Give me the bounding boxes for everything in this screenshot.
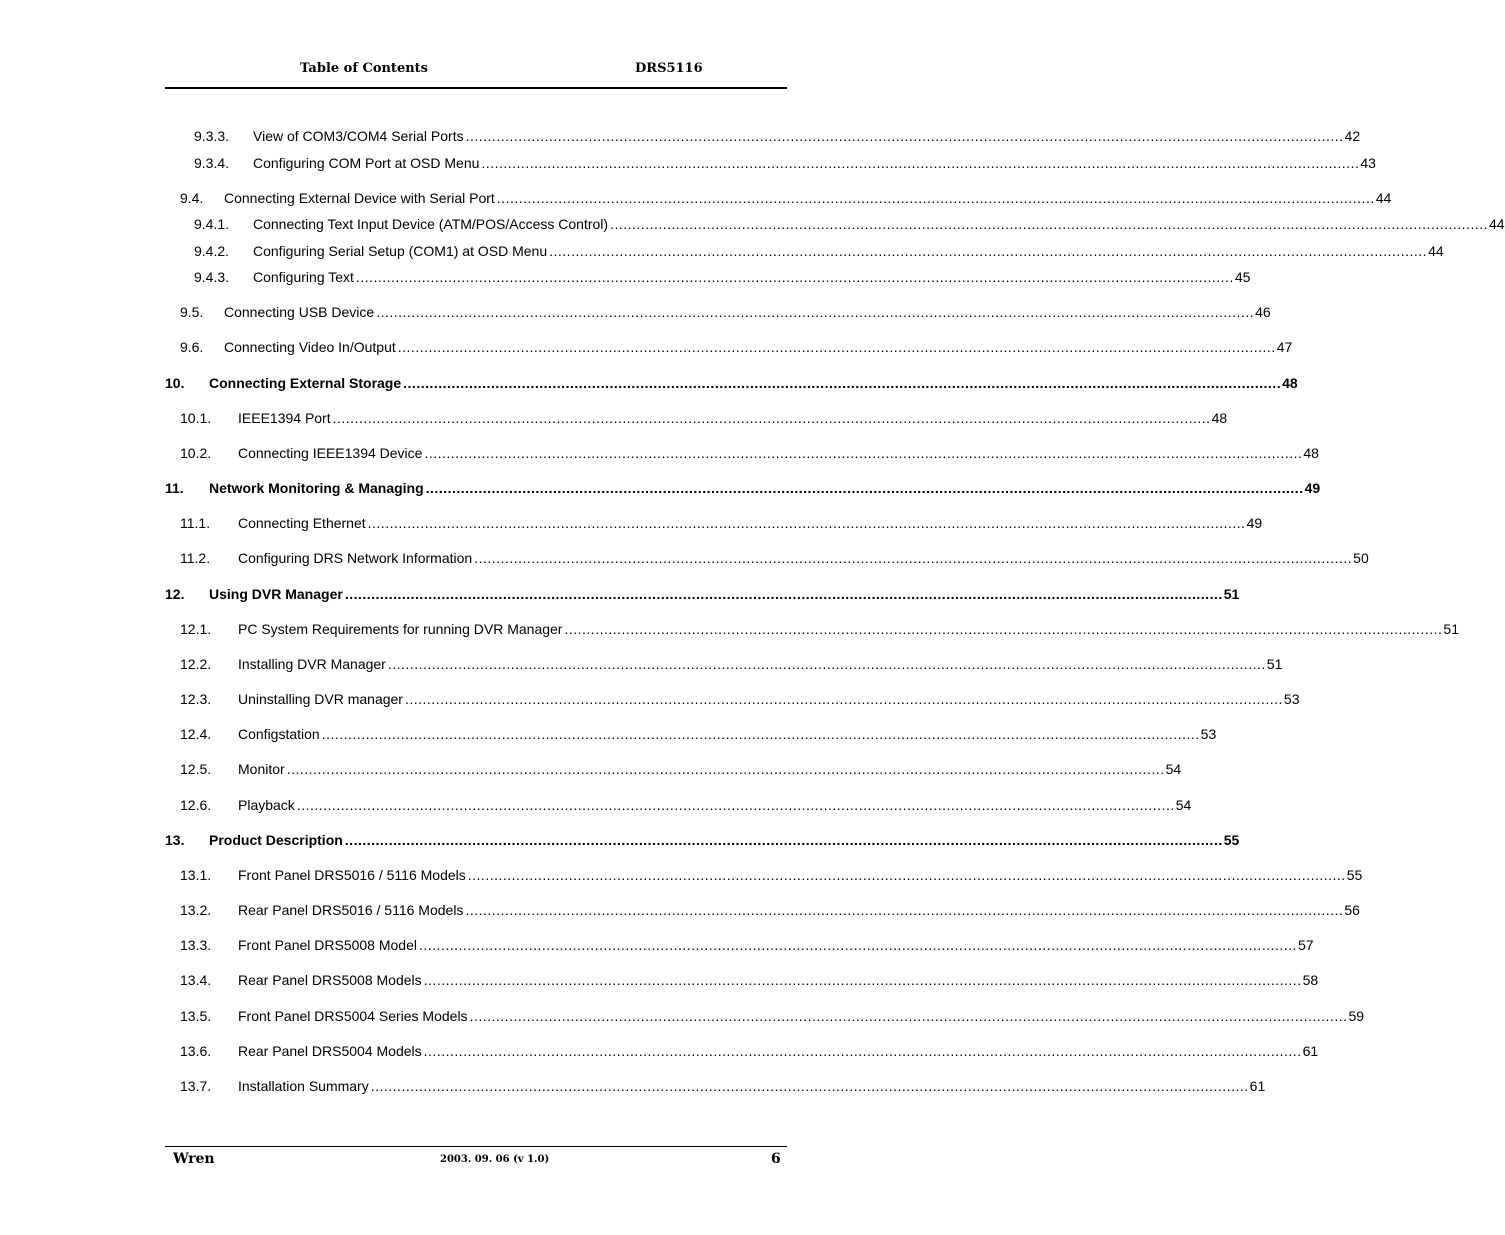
toc-leader-dots: ........................................................................................................................................................................................................ bbox=[344, 586, 1223, 602]
header-divider bbox=[165, 87, 787, 89]
toc-entry-page: 53 bbox=[1200, 726, 1217, 742]
toc-entry-title: Using DVR Manager bbox=[209, 586, 343, 602]
toc-entry-title: Connecting Video In/Output bbox=[224, 339, 396, 355]
toc-entry-line bbox=[209, 375, 1298, 391]
toc-entry-title: Configuring DRS Network Information bbox=[238, 550, 473, 566]
toc-entry-page: 54 bbox=[1165, 761, 1182, 777]
toc-entry-title: Connecting USB Device bbox=[224, 304, 375, 320]
toc-entry-number: 10.2. bbox=[180, 445, 212, 461]
toc-entry[interactable] bbox=[0, 339, 1293, 359]
toc-entry-line bbox=[238, 797, 1192, 813]
toc-entry-number: 9.6. bbox=[180, 339, 204, 355]
toc-entry[interactable] bbox=[0, 656, 1283, 676]
toc-entry-page: 61 bbox=[1249, 1078, 1266, 1094]
toc-entry-number: 11.2. bbox=[180, 550, 211, 566]
toc-entry-page: 44 bbox=[1489, 216, 1505, 232]
toc-entry-line bbox=[238, 515, 1263, 531]
toc-entry-title: Rear Panel DRS5016 / 5116 Models bbox=[238, 902, 464, 918]
toc-entry-line bbox=[238, 410, 1228, 426]
toc-entry-line bbox=[238, 1008, 1365, 1024]
toc-entry-title: Playback bbox=[238, 797, 295, 813]
toc-leader-dots: ........................................................................................................................................................................................................ bbox=[403, 375, 1282, 391]
toc-entry[interactable] bbox=[0, 480, 1321, 500]
toc-entry-page: 43 bbox=[1360, 155, 1376, 171]
toc-entry-number: 12.2. bbox=[180, 656, 212, 672]
toc-leader-dots: ........................................................................................................................................................................................................ bbox=[387, 656, 1266, 672]
toc-entry[interactable] bbox=[0, 972, 1319, 992]
toc-leader-dots: ........................................................................................................................................................................................................ bbox=[610, 216, 1489, 232]
toc-entry[interactable] bbox=[0, 726, 1217, 746]
toc-entry-line bbox=[224, 339, 1293, 355]
toc-leader-dots: ........................................................................................................................................................................................................ bbox=[344, 832, 1223, 848]
toc-entry-number: 10.1. bbox=[180, 410, 212, 426]
toc-leader-dots: ........................................................................................................................................................................................................ bbox=[423, 1043, 1302, 1059]
toc-entry-page: 45 bbox=[1234, 269, 1251, 285]
toc-leader-dots: ........................................................................................................................................................................................................ bbox=[355, 269, 1234, 285]
toc-entry-title: View of COM3/COM4 Serial Ports bbox=[253, 128, 464, 144]
toc-entry[interactable] bbox=[0, 128, 1361, 148]
toc-entry-title: Configstation bbox=[238, 726, 320, 742]
toc-entry[interactable] bbox=[0, 867, 1363, 887]
toc-entry-line bbox=[253, 216, 1505, 232]
toc-entry-page: 49 bbox=[1304, 480, 1321, 496]
toc-leader-dots: ........................................................................................................................................................................................................ bbox=[481, 155, 1360, 171]
toc-leader-dots: ........................................................................................................................................................................................................ bbox=[465, 128, 1344, 144]
toc-leader-dots: ........................................................................................................................................................................................................ bbox=[404, 691, 1283, 707]
toc-entry[interactable] bbox=[0, 269, 1251, 289]
header-title: Table of Contents bbox=[300, 61, 428, 76]
toc-entry[interactable] bbox=[0, 155, 1376, 175]
toc-entry-number: 13.7. bbox=[180, 1078, 212, 1094]
toc-entry-page: 49 bbox=[1246, 515, 1263, 531]
toc-entry-page: 48 bbox=[1282, 375, 1298, 391]
toc-leader-dots: ........................................................................................................................................................................................................ bbox=[424, 445, 1303, 461]
toc-entry[interactable] bbox=[0, 691, 1300, 711]
footer-date-version: 2003. 09. 06 (v 1.0) bbox=[440, 1154, 550, 1165]
toc-entry[interactable] bbox=[0, 586, 1240, 606]
toc-entry-page: 48 bbox=[1303, 445, 1319, 461]
toc-entry-line bbox=[238, 726, 1217, 742]
toc-entry-number: 11.1. bbox=[180, 515, 211, 531]
toc-entry-line bbox=[238, 937, 1314, 953]
toc-entry-number: 13. bbox=[165, 832, 185, 848]
toc-entry-line bbox=[238, 902, 1360, 918]
toc-entry-number: 13.2. bbox=[180, 902, 212, 918]
toc-entry[interactable] bbox=[0, 797, 1192, 817]
toc-entry[interactable] bbox=[0, 761, 1182, 781]
toc-leader-dots: ........................................................................................................................................................................................................ bbox=[496, 190, 1375, 206]
toc-entry-number: 9.4.3. bbox=[194, 269, 230, 285]
toc-entry-number: 13.1. bbox=[180, 867, 212, 883]
toc-entry-line bbox=[238, 656, 1283, 672]
toc-leader-dots: ........................................................................................................................................................................................................ bbox=[296, 797, 1175, 813]
toc-entry-line bbox=[238, 867, 1363, 883]
toc-entry-page: 46 bbox=[1255, 304, 1271, 320]
toc-entry[interactable] bbox=[0, 832, 1240, 852]
toc-leader-dots: ........................................................................................................................................................................................................ bbox=[321, 726, 1200, 742]
toc-entry-number: 12. bbox=[165, 586, 185, 602]
toc-entry-line bbox=[238, 550, 1369, 566]
toc-entry-title: Connecting External Device with Serial Port bbox=[224, 190, 495, 206]
toc-entry-title: Front Panel DRS5008 Model bbox=[238, 937, 417, 953]
toc-leader-dots: ........................................................................................................................................................................................................ bbox=[367, 515, 1246, 531]
toc-entry-number: 9.4. bbox=[180, 190, 204, 206]
toc-entry-title: Uninstalling DVR manager bbox=[238, 691, 403, 707]
toc-entry-page: 44 bbox=[1428, 243, 1444, 259]
toc-entry[interactable] bbox=[0, 515, 1263, 535]
toc-entry-number: 12.3. bbox=[180, 691, 212, 707]
toc-entry-page: 42 bbox=[1344, 128, 1361, 144]
toc-entry-page: 61 bbox=[1302, 1043, 1319, 1059]
toc-entry-page: 55 bbox=[1223, 832, 1240, 848]
toc-entry-line bbox=[238, 1078, 1266, 1094]
toc-entry-page: 56 bbox=[1344, 902, 1360, 918]
toc-entry-number: 11. bbox=[165, 480, 184, 496]
toc-entry-title: Connecting IEEE1394 Device bbox=[238, 445, 423, 461]
toc-entry-page: 59 bbox=[1348, 1008, 1365, 1024]
toc-entry[interactable] bbox=[0, 410, 1228, 430]
toc-entry-number: 9.3.4. bbox=[194, 155, 230, 171]
toc-leader-dots: ........................................................................................................................................................................................................ bbox=[549, 243, 1428, 259]
toc-entry-line bbox=[253, 269, 1251, 285]
toc-entry-number: 12.6. bbox=[180, 797, 212, 813]
toc-entry-number: 10. bbox=[165, 375, 185, 391]
toc-entry-line bbox=[209, 832, 1240, 848]
toc-entry-line bbox=[238, 972, 1319, 988]
toc-entry-line bbox=[238, 761, 1182, 777]
toc-leader-dots: ........................................................................................................................................................................................................ bbox=[397, 339, 1276, 355]
toc-entry-page: 51 bbox=[1266, 656, 1283, 672]
toc-entry[interactable] bbox=[0, 1008, 1365, 1028]
toc-entry-title: Monitor bbox=[238, 761, 285, 777]
toc-entry-page: 54 bbox=[1175, 797, 1192, 813]
toc-leader-dots: ........................................................................................................................................................................................................ bbox=[469, 1008, 1348, 1024]
toc-entry[interactable] bbox=[0, 621, 1459, 641]
toc-entry-title: Rear Panel DRS5004 Models bbox=[238, 1043, 422, 1059]
toc-entry-page: 44 bbox=[1375, 190, 1392, 206]
toc-entry[interactable] bbox=[0, 216, 1505, 236]
toc-entry-line bbox=[224, 304, 1271, 320]
toc-entry-page: 58 bbox=[1302, 972, 1319, 988]
toc-entry-number: 13.5. bbox=[180, 1008, 212, 1024]
toc-leader-dots: ........................................................................................................................................................................................................ bbox=[465, 902, 1344, 918]
toc-leader-dots: ........................................................................................................................................................................................................ bbox=[376, 304, 1255, 320]
toc-entry-title: Connecting External Storage bbox=[209, 375, 402, 391]
toc-leader-dots: ........................................................................................................................................................................................................ bbox=[425, 480, 1304, 496]
toc-entry[interactable] bbox=[0, 550, 1369, 570]
toc-entry-title: Connecting Ethernet bbox=[238, 515, 366, 531]
toc-entry[interactable] bbox=[0, 937, 1314, 957]
toc-leader-dots: ........................................................................................................................................................................................................ bbox=[564, 621, 1443, 637]
toc-entry-number: 13.3. bbox=[180, 937, 212, 953]
toc-entry-number: 9.3.3. bbox=[194, 128, 230, 144]
toc-entry-title: Front Panel DRS5016 / 5116 Models bbox=[238, 867, 466, 883]
toc-entry[interactable] bbox=[0, 243, 1444, 263]
toc-entry-line bbox=[238, 621, 1459, 637]
toc-entry-page: 51 bbox=[1223, 586, 1240, 602]
toc-entry-line bbox=[253, 128, 1361, 144]
toc-entry-number: 12.4. bbox=[180, 726, 212, 742]
toc-entry-title: Installation Summary bbox=[238, 1078, 369, 1094]
toc-entry-line bbox=[224, 190, 1392, 206]
toc-entry-page: 51 bbox=[1443, 621, 1459, 637]
toc-entry-line bbox=[238, 445, 1319, 461]
toc-entry[interactable] bbox=[0, 1043, 1319, 1063]
toc-entry-title: PC System Requirements for running DVR Manager bbox=[238, 621, 563, 637]
page-header bbox=[0, 0, 954, 90]
toc-entry-title: Configuring Serial Setup (COM1) at OSD Menu bbox=[253, 243, 548, 259]
toc-leader-dots: ........................................................................................................................................................................................................ bbox=[419, 937, 1297, 953]
toc-entry-number: 9.4.1. bbox=[194, 216, 230, 232]
toc-entry-page: 48 bbox=[1211, 410, 1228, 426]
toc-entry-title: Configuring COM Port at OSD Menu bbox=[253, 155, 480, 171]
toc-entry-number: 9.5. bbox=[180, 304, 204, 320]
toc-entry-line bbox=[209, 480, 1321, 496]
footer-divider bbox=[165, 1146, 787, 1147]
toc-entry-number: 9.4.2. bbox=[194, 243, 230, 259]
toc-entry-title: Front Panel DRS5004 Series Models bbox=[238, 1008, 468, 1024]
toc-entry-page: 55 bbox=[1346, 867, 1363, 883]
toc-entry-title: Installing DVR Manager bbox=[238, 656, 386, 672]
toc-entry[interactable] bbox=[0, 304, 1271, 324]
footer-company: Wren bbox=[173, 1151, 215, 1167]
toc-entry[interactable] bbox=[0, 190, 1392, 210]
toc-entry[interactable] bbox=[0, 375, 1298, 395]
toc-entry-title: Network Monitoring & Managing bbox=[209, 480, 424, 496]
header-model: DRS5116 bbox=[635, 61, 703, 76]
toc-entry-number: 12.1. bbox=[180, 621, 212, 637]
toc-entry[interactable] bbox=[0, 1078, 1266, 1098]
toc-entry-number: 13.4. bbox=[180, 972, 212, 988]
toc-entry-page: 53 bbox=[1283, 691, 1300, 707]
toc-entry-title: Connecting Text Input Device (ATM/POS/Access Control) bbox=[253, 216, 609, 232]
toc-leader-dots: ........................................................................................................................................................................................................ bbox=[467, 867, 1346, 883]
toc-entry[interactable] bbox=[0, 445, 1319, 465]
toc-entry-page: 57 bbox=[1297, 937, 1314, 953]
toc-leader-dots: ........................................................................................................................................................................................................ bbox=[474, 550, 1353, 566]
toc-entry-title: Product Description bbox=[209, 832, 343, 848]
toc-entry-page: 50 bbox=[1353, 550, 1369, 566]
toc-leader-dots: ........................................................................................................................................................................................................ bbox=[370, 1078, 1249, 1094]
toc-entry-number: 12.5. bbox=[180, 761, 212, 777]
toc-entry-line bbox=[253, 155, 1376, 171]
toc-leader-dots: ........................................................................................................................................................................................................ bbox=[332, 410, 1211, 426]
toc-entry-line bbox=[238, 691, 1300, 707]
toc-entry-line bbox=[238, 1043, 1319, 1059]
toc-entry-number: 13.6. bbox=[180, 1043, 212, 1059]
toc-entry-page: 47 bbox=[1276, 339, 1293, 355]
toc-leader-dots: ........................................................................................................................................................................................................ bbox=[423, 972, 1302, 988]
toc-entry-line bbox=[209, 586, 1240, 602]
toc-entry-title: IEEE1394 Port bbox=[238, 410, 331, 426]
toc-entry-line bbox=[253, 243, 1444, 259]
toc-entry-title: Configuring Text bbox=[253, 269, 354, 285]
toc-entry[interactable] bbox=[0, 902, 1360, 922]
toc-leader-dots: ........................................................................................................................................................................................................ bbox=[286, 761, 1165, 777]
toc-entry-title: Rear Panel DRS5008 Models bbox=[238, 972, 422, 988]
footer-page-number: 6 bbox=[771, 1151, 781, 1167]
